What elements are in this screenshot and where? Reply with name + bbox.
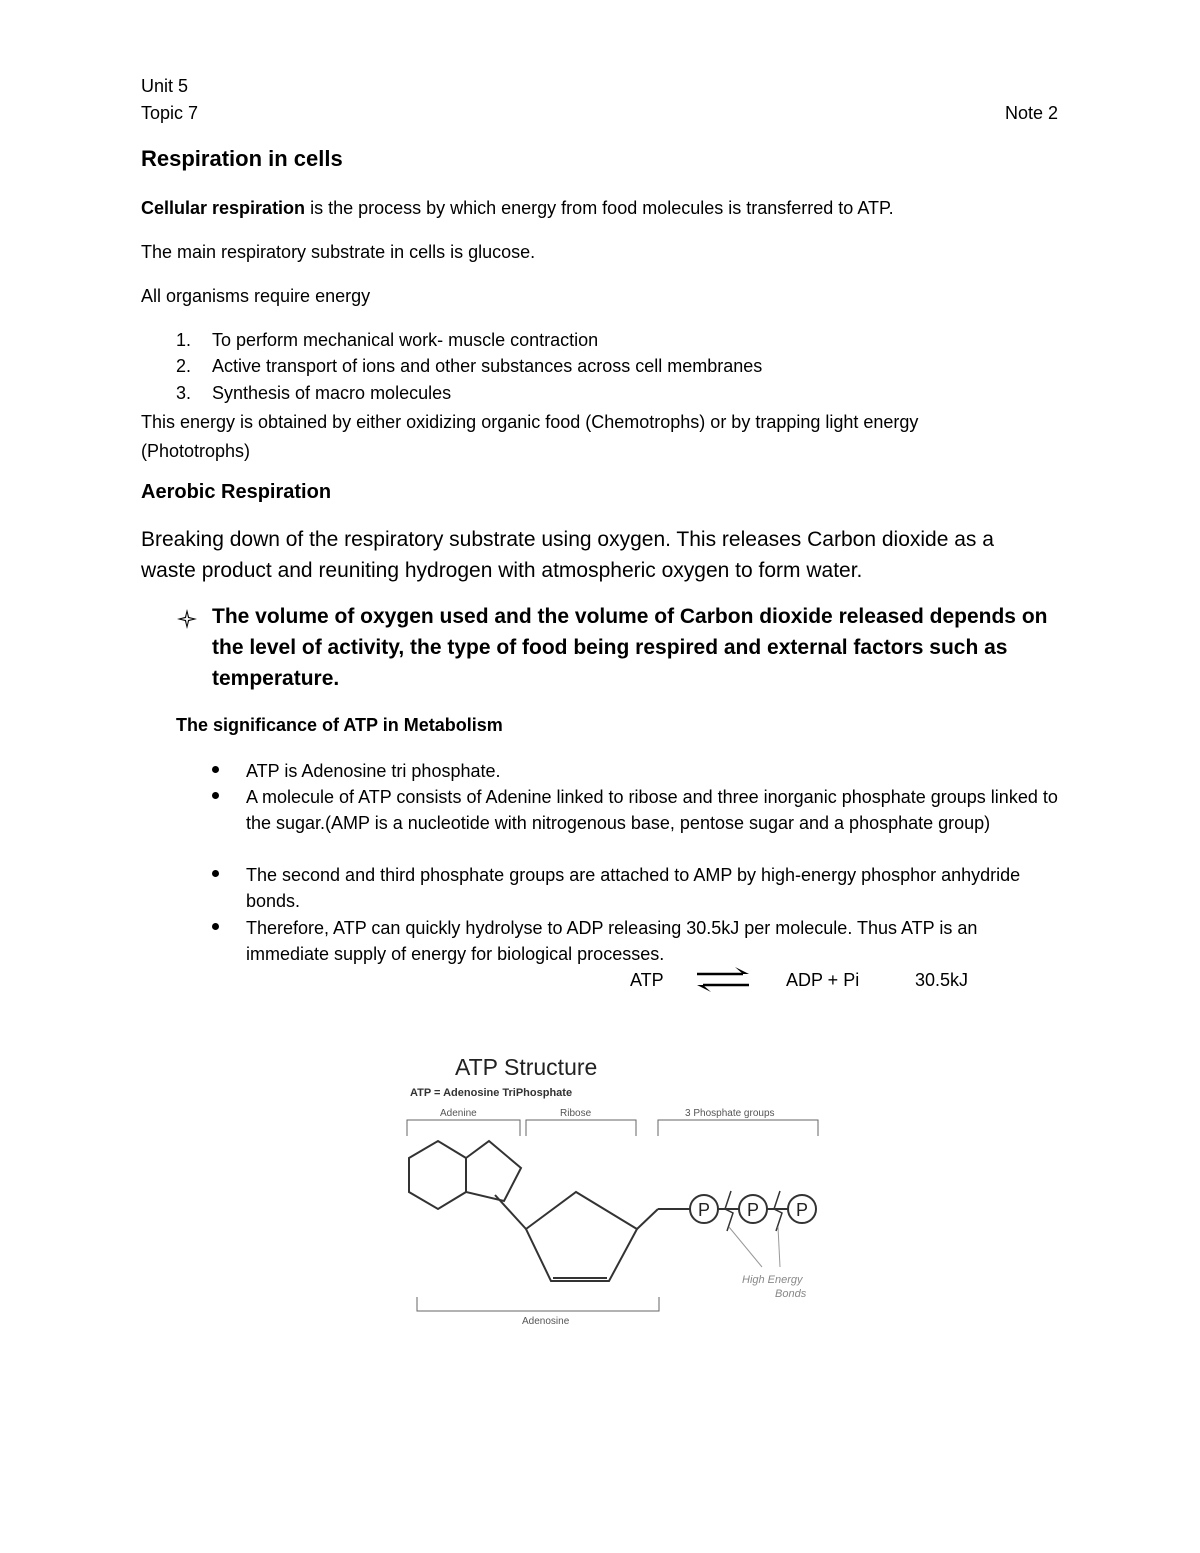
diamond-star-icon xyxy=(176,608,198,630)
phosphates-bracket xyxy=(658,1120,818,1136)
list-item: ATP is Adenosine tri phosphate. xyxy=(246,761,501,781)
definition-term: Cellular respiration xyxy=(141,198,306,218)
definition-paragraph xyxy=(141,197,894,219)
equation-energy: 30.5kJ xyxy=(915,970,969,990)
phosphate-group xyxy=(788,1195,816,1223)
adenine-label: Adenine xyxy=(440,1108,477,1119)
energy-source-paragraph: This energy is obtained by either oxidizing organic food (Chemotrophs) or by trapping light energy (Phototrophs) xyxy=(141,412,919,461)
topic-label: Topic 7 xyxy=(141,103,199,123)
aerobic-paragraph: Breaking down of the respiratory substrate using oxygen. This releases Carbon dioxide as a waste product and reuniting hydrogen with atmospheric oxygen to form water. xyxy=(141,528,994,582)
ribose-label: Ribose xyxy=(560,1108,592,1119)
aerobic-heading: Aerobic Respiration xyxy=(141,481,332,503)
phosphates-label: 3 Phosphate groups xyxy=(685,1108,775,1119)
note-label: Note 2 xyxy=(1004,103,1058,123)
bullet-icon xyxy=(212,923,219,930)
diagram-subtitle: ATP = Adenosine TriPhosphate xyxy=(410,1087,573,1099)
equation-left: ATP xyxy=(630,970,664,990)
bond-squiggle-icon xyxy=(725,1191,733,1231)
phosphate-group xyxy=(739,1195,767,1223)
substrate-paragraph: The main respiratory substrate in cells is glucose. xyxy=(141,242,536,262)
list-item: Synthesis of macro molecules xyxy=(212,383,452,403)
phosphate-symbol: P xyxy=(697,1200,711,1220)
list-item-number: 3. xyxy=(176,383,192,403)
pointer-line xyxy=(729,1227,762,1267)
glycosidic-bond-line xyxy=(495,1195,526,1229)
equation-right: ADP + Pi xyxy=(786,970,860,990)
bond-squiggle-icon xyxy=(774,1191,782,1231)
list-item: A molecule of ATP consists of Adenine linked to ribose and three inorganic phosphate groups linked to the sugar.(AMP is a nucleotide with nitrogenous base, pentose sugar and a phosphate group) xyxy=(246,787,1058,833)
bullet-icon xyxy=(212,766,219,773)
adenine-bracket xyxy=(407,1120,520,1136)
list-item: Therefore, ATP can quickly hydrolyse to ADP releasing 30.5kJ per molecule. Thus ATP is an immediate supply of energy for biological processes. xyxy=(246,918,978,964)
ester-bond-line xyxy=(637,1209,658,1229)
phosphate-symbol: P xyxy=(746,1200,760,1220)
phosphate-group xyxy=(690,1195,718,1223)
bullet-icon xyxy=(212,870,219,877)
list-item-number: 2. xyxy=(176,356,192,376)
diagram-title: ATP Structure xyxy=(455,1054,598,1080)
list-item: Active transport of ions and other substances across cell membranes xyxy=(212,356,763,376)
atp-heading: The significance of ATP in Metabolism xyxy=(176,715,503,735)
energy-intro: All organisms require energy xyxy=(141,286,371,306)
ribose-ring-shape xyxy=(526,1192,637,1281)
adenine-ring-shape xyxy=(409,1141,521,1209)
bonds-label: Bonds xyxy=(775,1288,807,1300)
atp-structure-diagram xyxy=(395,1045,835,1335)
bullet-icon xyxy=(212,792,219,799)
definition-text: is the process by which energy from food molecules is transferred to ATP. xyxy=(305,198,894,218)
pointer-line xyxy=(778,1227,780,1267)
high-energy-label: High Energy xyxy=(742,1274,803,1286)
adenosine-bracket xyxy=(417,1297,659,1311)
page-title: Respiration in cells xyxy=(141,146,343,171)
list-item: To perform mechanical work- muscle contraction xyxy=(212,330,599,350)
ribose-bracket xyxy=(526,1120,636,1136)
list-item: The second and third phosphate groups are attached to AMP by high-energy phosphor anhydride bonds. xyxy=(246,865,1021,911)
equilibrium-arrows-icon xyxy=(695,965,751,993)
list-item-number: 1. xyxy=(176,330,192,350)
adenosine-label: Adenosine xyxy=(522,1316,570,1327)
aerobic-note: The volume of oxygen used and the volume of Carbon dioxide released depends on the level of activity, the type of food being respired and external factors such as temperature. xyxy=(212,605,1048,690)
phosphate-symbol: P xyxy=(795,1200,809,1220)
unit-label: Unit 5 xyxy=(141,76,189,96)
